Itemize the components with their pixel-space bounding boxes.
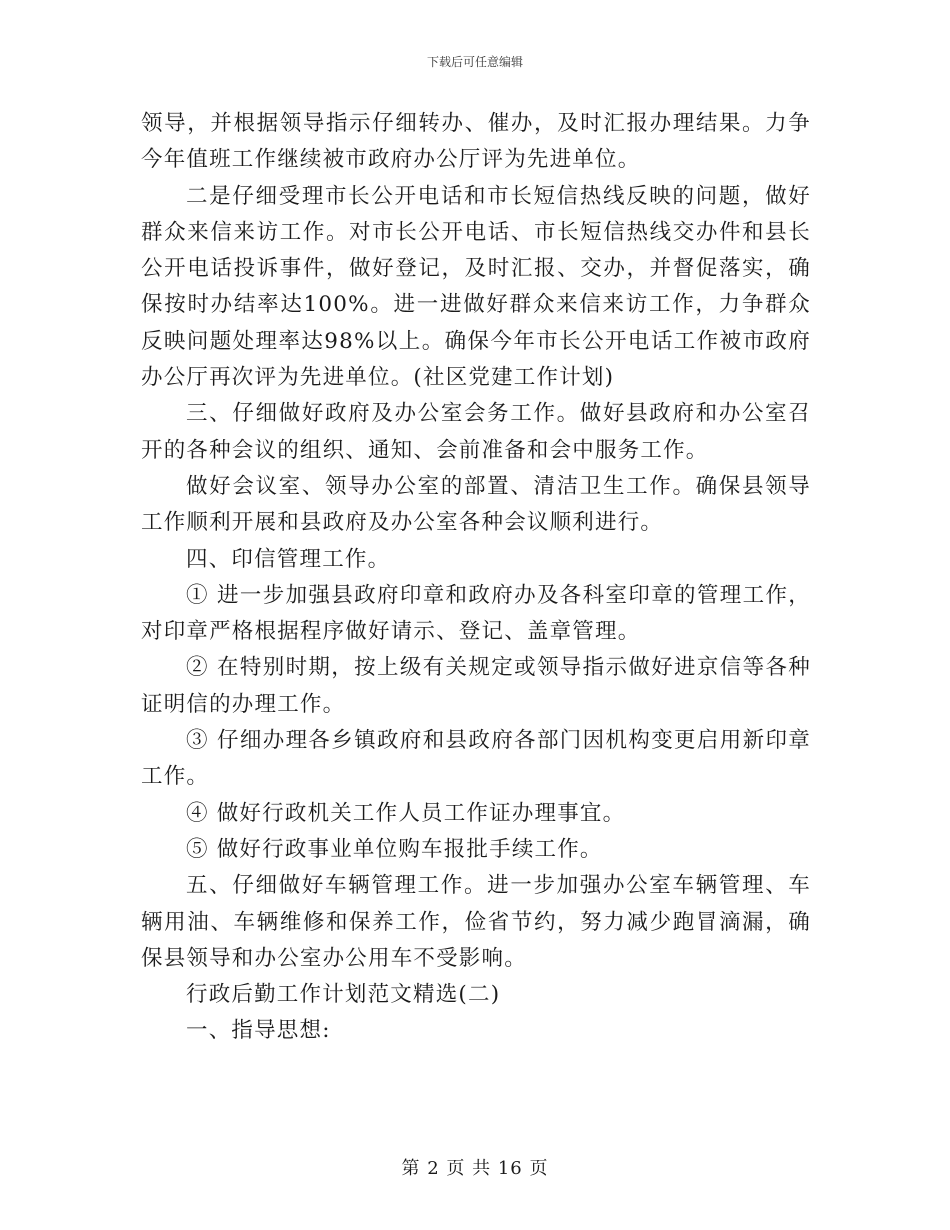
page-number-footer: 第 2 页 共 16 页 (401, 1158, 549, 1179)
paragraph: 做好会议室、领导办公室的部置、清洁卫生工作。确保县领导工作顺利开展和县政府及办公室各种会议顺利进行。 (141, 473, 811, 536)
list-item: ② 在特别时期，按上级有关规定或领导指示做好进京信等各种证明信的办理工作。 (141, 655, 811, 717)
paragraph: 三、仔细做好政府及办公室会务工作。做好县政府和办公室召开的各种会议的组织、通知、会前准备和会中服务工作。 (141, 401, 811, 463)
paragraph: 五、仔细做好车辆管理工作。进一步加强办公室车辆管理、车辆用油、车辆维修和保养工作，俭省节约，努力减少跑冒滴漏，确保县领导和办公室办公用车不受影响。 (141, 873, 811, 971)
paragraph: 领导，并根据领导指示仔细转办、催办，及时汇报办理结果。力争今年值班工作继续被市政府办公厅评为先进单位。 (141, 111, 811, 173)
list-item: ③ 仔细办理各乡镇政府和县政府各部门因机构变更启用新印章工作。 (141, 728, 811, 790)
document-subtitle: 行政后勤工作计划范文精选(二) (186, 982, 501, 1008)
section-heading: 一、指导思想: (186, 1018, 331, 1044)
list-item: ⑤ 做好行政事业单位购车报批手续工作。 (186, 836, 603, 862)
page-header: 下载后可任意编辑 (426, 55, 523, 69)
list-item: ① 进一步加强县政府印章和政府办及各科室印章的管理工作，对印章严格根据程序做好请示、登记、盖章管理。 (141, 582, 811, 645)
section-heading: 四、印信管理工作。 (186, 546, 391, 572)
document-body (141, 106, 811, 1050)
paragraph: 二是仔细受理市长公开电话和市长短信热线反映的问题，做好群众来信来访工作。对市长公开电话、市长短信热线交办件和县长公开电话投诉事件，做好登记，及时汇报、交办，并督促落实，确保按时办结率达100%。进一进做好群众来信来访工作，力争群众反映问题处理率达98%以上。确保今年市长公开电话工作被市政府办公厅再次评为先进单位。(社区党建工作计划) (141, 183, 811, 391)
list-item: ④ 做好行政机关工作人员工作证办理事宜。 (186, 800, 626, 826)
